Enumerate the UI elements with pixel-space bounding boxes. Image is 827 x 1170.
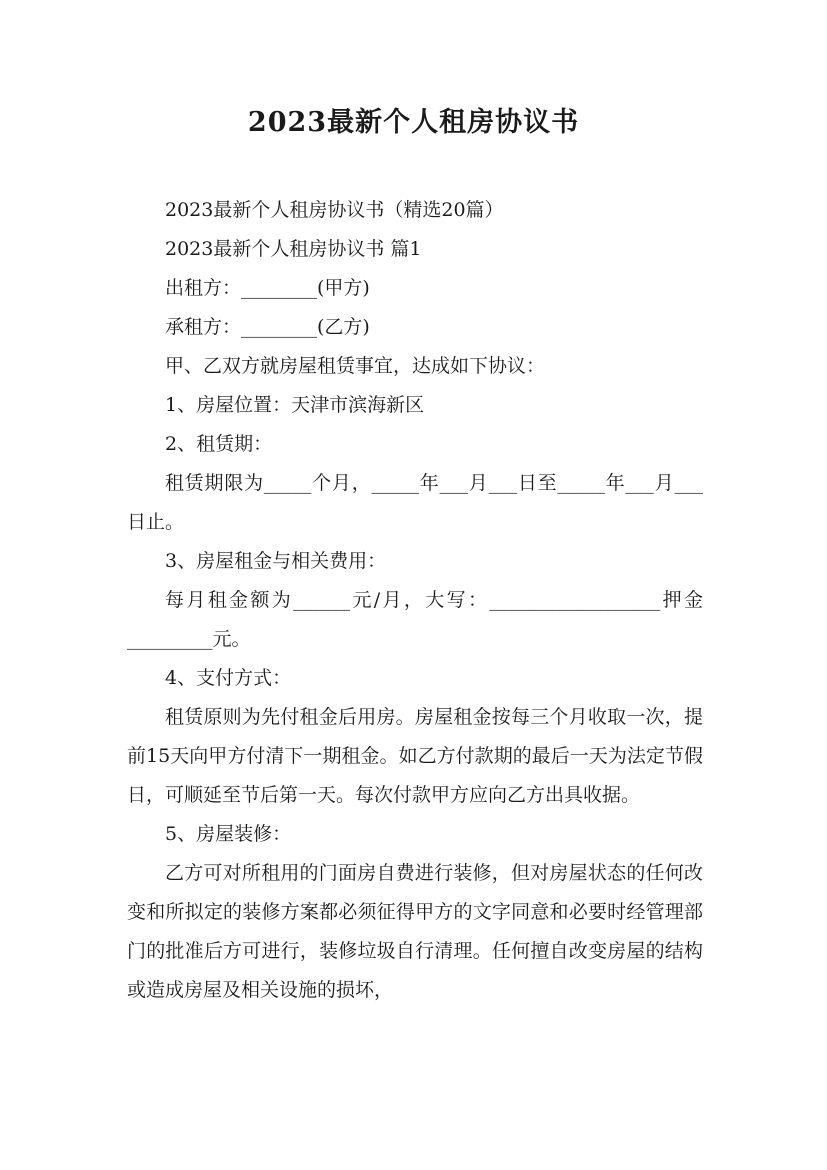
paragraph-clause-3-heading: 3、房屋租金与相关费用： <box>165 550 387 572</box>
paragraph-clause-4-heading: 4、支付方式： <box>165 667 292 689</box>
document-title: 2023最新个人租房协议书 <box>247 107 580 138</box>
paragraph-renovation-terms: 乙方可对所租用的门面房自费进行装修，但对房屋状态的任何改变和所拟定的装修方案都必须征得甲方的文字同意和必要时经管理部门的批准后方可进行，装修垃圾自行清理。任何擅自改变房屋的结构或造成房屋及相关设施的损坏， <box>127 862 703 1001</box>
paragraph-rent-amount: 每月租金额为______元/月，大写：__________________押金_________元。 <box>127 589 703 650</box>
paragraph-payment-terms: 租赁原则为先付租金后用房。房屋租金按每三个月收取一次，提前15天向甲方付清下一期租金。如乙方付款期的最后一天为法定节假日，可顺延至节后第一天。每次付款甲方应向乙方出具收据。 <box>127 706 703 806</box>
paragraph-agreement-intro: 甲、乙双方就房屋租赁事宜，达成如下协议： <box>165 355 546 377</box>
paragraph-clause-1: 1、房屋位置：天津市滨海新区 <box>165 394 425 416</box>
paragraph-clause-2-heading: 2、租赁期： <box>165 433 273 455</box>
paragraph-lessor: 出租方：________(甲方) <box>165 277 370 299</box>
paragraph-section-heading: 2023最新个人租房协议书 篇1 <box>165 238 422 260</box>
paragraph-lease-term: 租赁期限为_____个月，_____年___月___日至_____年___月___日止。 <box>127 472 703 533</box>
paragraph-lessee: 承租方：________(乙方) <box>165 316 370 338</box>
document-body <box>127 191 703 1010</box>
paragraph-subtitle: 2023最新个人租房协议书（精选20篇） <box>165 199 504 221</box>
paragraph-clause-5-heading: 5、房屋装修： <box>165 823 292 845</box>
